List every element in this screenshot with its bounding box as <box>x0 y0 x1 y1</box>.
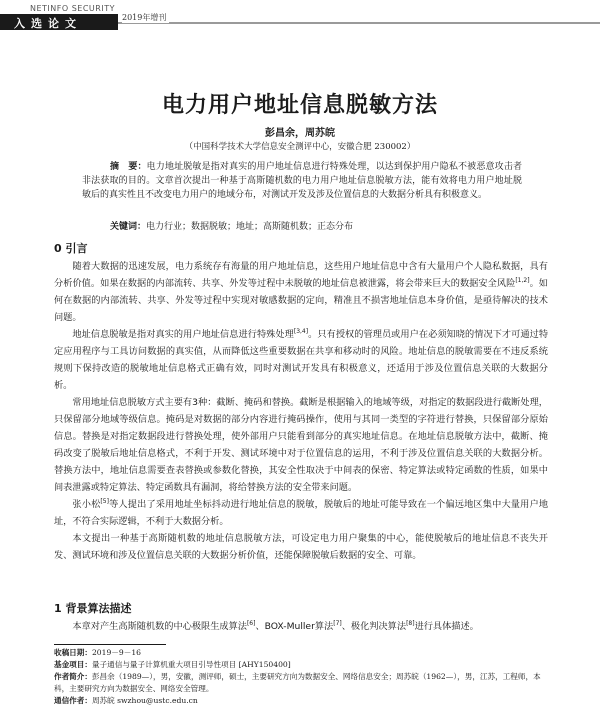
header-rule <box>118 22 600 24</box>
paper-authors: 彭昌余，周苏皖 <box>265 128 335 139</box>
paper-affiliation: （中国科学技术大学信息安全测评中心，安徽合肥 230002） <box>184 142 416 152</box>
paper-title: 电力用户地址信息脱敏方法 <box>161 93 438 118</box>
footnote-author: 作者简介：彭昌余（1989—），男，安徽，测评师，硕士，主要研究方向为数据安全、网络信息安全；周苏皖（1962—），男，江苏，工程师，本科，主要研究方向为数据安全、网络安全管理。 <box>54 672 541 693</box>
section-body-background <box>54 618 548 635</box>
keywords-text: 电力行业；数据脱敏；地址；高斯随机数；正态分布 <box>146 222 354 232</box>
paragraph: 地址信息脱敏是指对真实的用户地址信息进行特殊处理[3,4]。只有授权的管理员或用户在必须知晓的情况下才可通过特定应用程序与工具访问数据的真实值，从而降低这些重要数据在共享和移动时的风险。地址信息的脱敏需要在不违反系统规则下保持改造的脱敏地址信息格式正确有效，同时对测试开发具有积极意义，还适用于涉及位置信息关联的大数据分析。 <box>54 327 549 391</box>
footnote-fund: 基金项目：量子通信与量子计算机重大项目引导性项目 [AHY150400] <box>54 660 291 669</box>
footnote-received: 收稿日期：2019－9－16 <box>54 648 141 657</box>
citation: [7] <box>333 619 342 627</box>
paragraph: 常用地址信息脱敏方式主要有3种：截断、掩码和替换。截断是根据输入的地域等级，对指定的数据段进行截断处理，只保留部分地域等级信息。掩码是对数据的部分内容进行掩码操作，使用与其同一类型的字符进行替换，只保留部分原始信息。替换是对指定数据段进行替换处理，使外部用户只能看到部分的真实地址信息。在地址信息脱敏方法中，截断、掩码改变了脱敏后地址信息格式，不利于开发、测试环境中对于位置信息的运用，不利于涉及位置信息关联的大数据分析。替换方法中，地址信息需要查表替换或参数化替换，其安全性取决于中间表的保密、特定算法或特定函数的性质，如果中间表泄露或特定算法、特定函数具有漏洞，将给替换方法的安全带来问题。 <box>54 397 548 493</box>
paragraph: 本章对产生高斯随机数的中心极限生成算法[6]、BOX-Muller算法[7]、极化判决算法[8]进行具体描述。 <box>72 619 479 632</box>
paragraph: 本文提出一种基于高斯随机数的地址信息脱敏方法，可设定电力用户聚集的中心，能使脱敏后的地址信息不丧失开发、测试环境和涉及位置信息关联的大数据分析价值，还能保障脱敏后数据的安全、可靠。 <box>54 533 548 561</box>
footnotes <box>54 647 548 707</box>
abstract-label: 摘 要： <box>110 162 147 172</box>
footnote-rule <box>54 644 166 645</box>
citation: [6] <box>246 619 256 627</box>
section-heading-intro: 0 引言 <box>54 242 88 255</box>
paragraph: 张小松[5]等人提出了采用地址坐标抖动进行地址信息的脱敏，脱敏后的地址可能导致在一个偏远地区集中大量用户地址，不符合实际逻辑，不利于大数据分析。 <box>54 497 549 527</box>
citation: [5] <box>100 497 109 505</box>
issue-label: 2019年增刊 <box>122 12 169 23</box>
citation: [3,4] <box>293 327 309 335</box>
keywords-label: 关键词： <box>110 222 147 232</box>
section-label: 入选论文 <box>14 17 82 30</box>
keywords <box>110 219 353 232</box>
abstract <box>82 160 522 202</box>
section-body-intro <box>54 258 548 564</box>
footnote-contact: 通信作者：周苏皖 swzhou@ustc.edu.cn <box>54 696 198 705</box>
paragraph: 随着大数据的迅速发展，电力系统存有海量的用户地址信息，这些用户地址信息中含有大量用户个人隐私数据，具有分析价值。如果在数据的内部流转、共享、外发等过程中未脱敏的地址信息被泄露，将会带来巨大的数据安全风险[1,2]。如何在数据的内部流转、共享、外发等过程中实现对敏感数据的定向，精准且不损害地址信息本身价值，是亟待解决的技术问题。 <box>54 261 548 323</box>
section-heading-background: 1 背景算法描述 <box>54 602 132 615</box>
citation: [1,2] <box>515 276 530 284</box>
abstract-text: 电力地址脱敏是指对真实的用户地址信息进行特殊处理，以达到保护用户隐私不被恶意攻击者非法获取的目的。文章首次提出一种基于高斯随机数的电力用户地址信息脱敏方法，能有效将电力用户地址脱敏后的真实性且不改变电力用户的地域分布，对测试开发及涉及位置信息的大数据分析具有积极意义。 <box>82 162 522 200</box>
journal-brand: NETINFO SECURITY <box>30 4 115 13</box>
citation: [8] <box>406 619 415 627</box>
page-header <box>0 0 600 40</box>
